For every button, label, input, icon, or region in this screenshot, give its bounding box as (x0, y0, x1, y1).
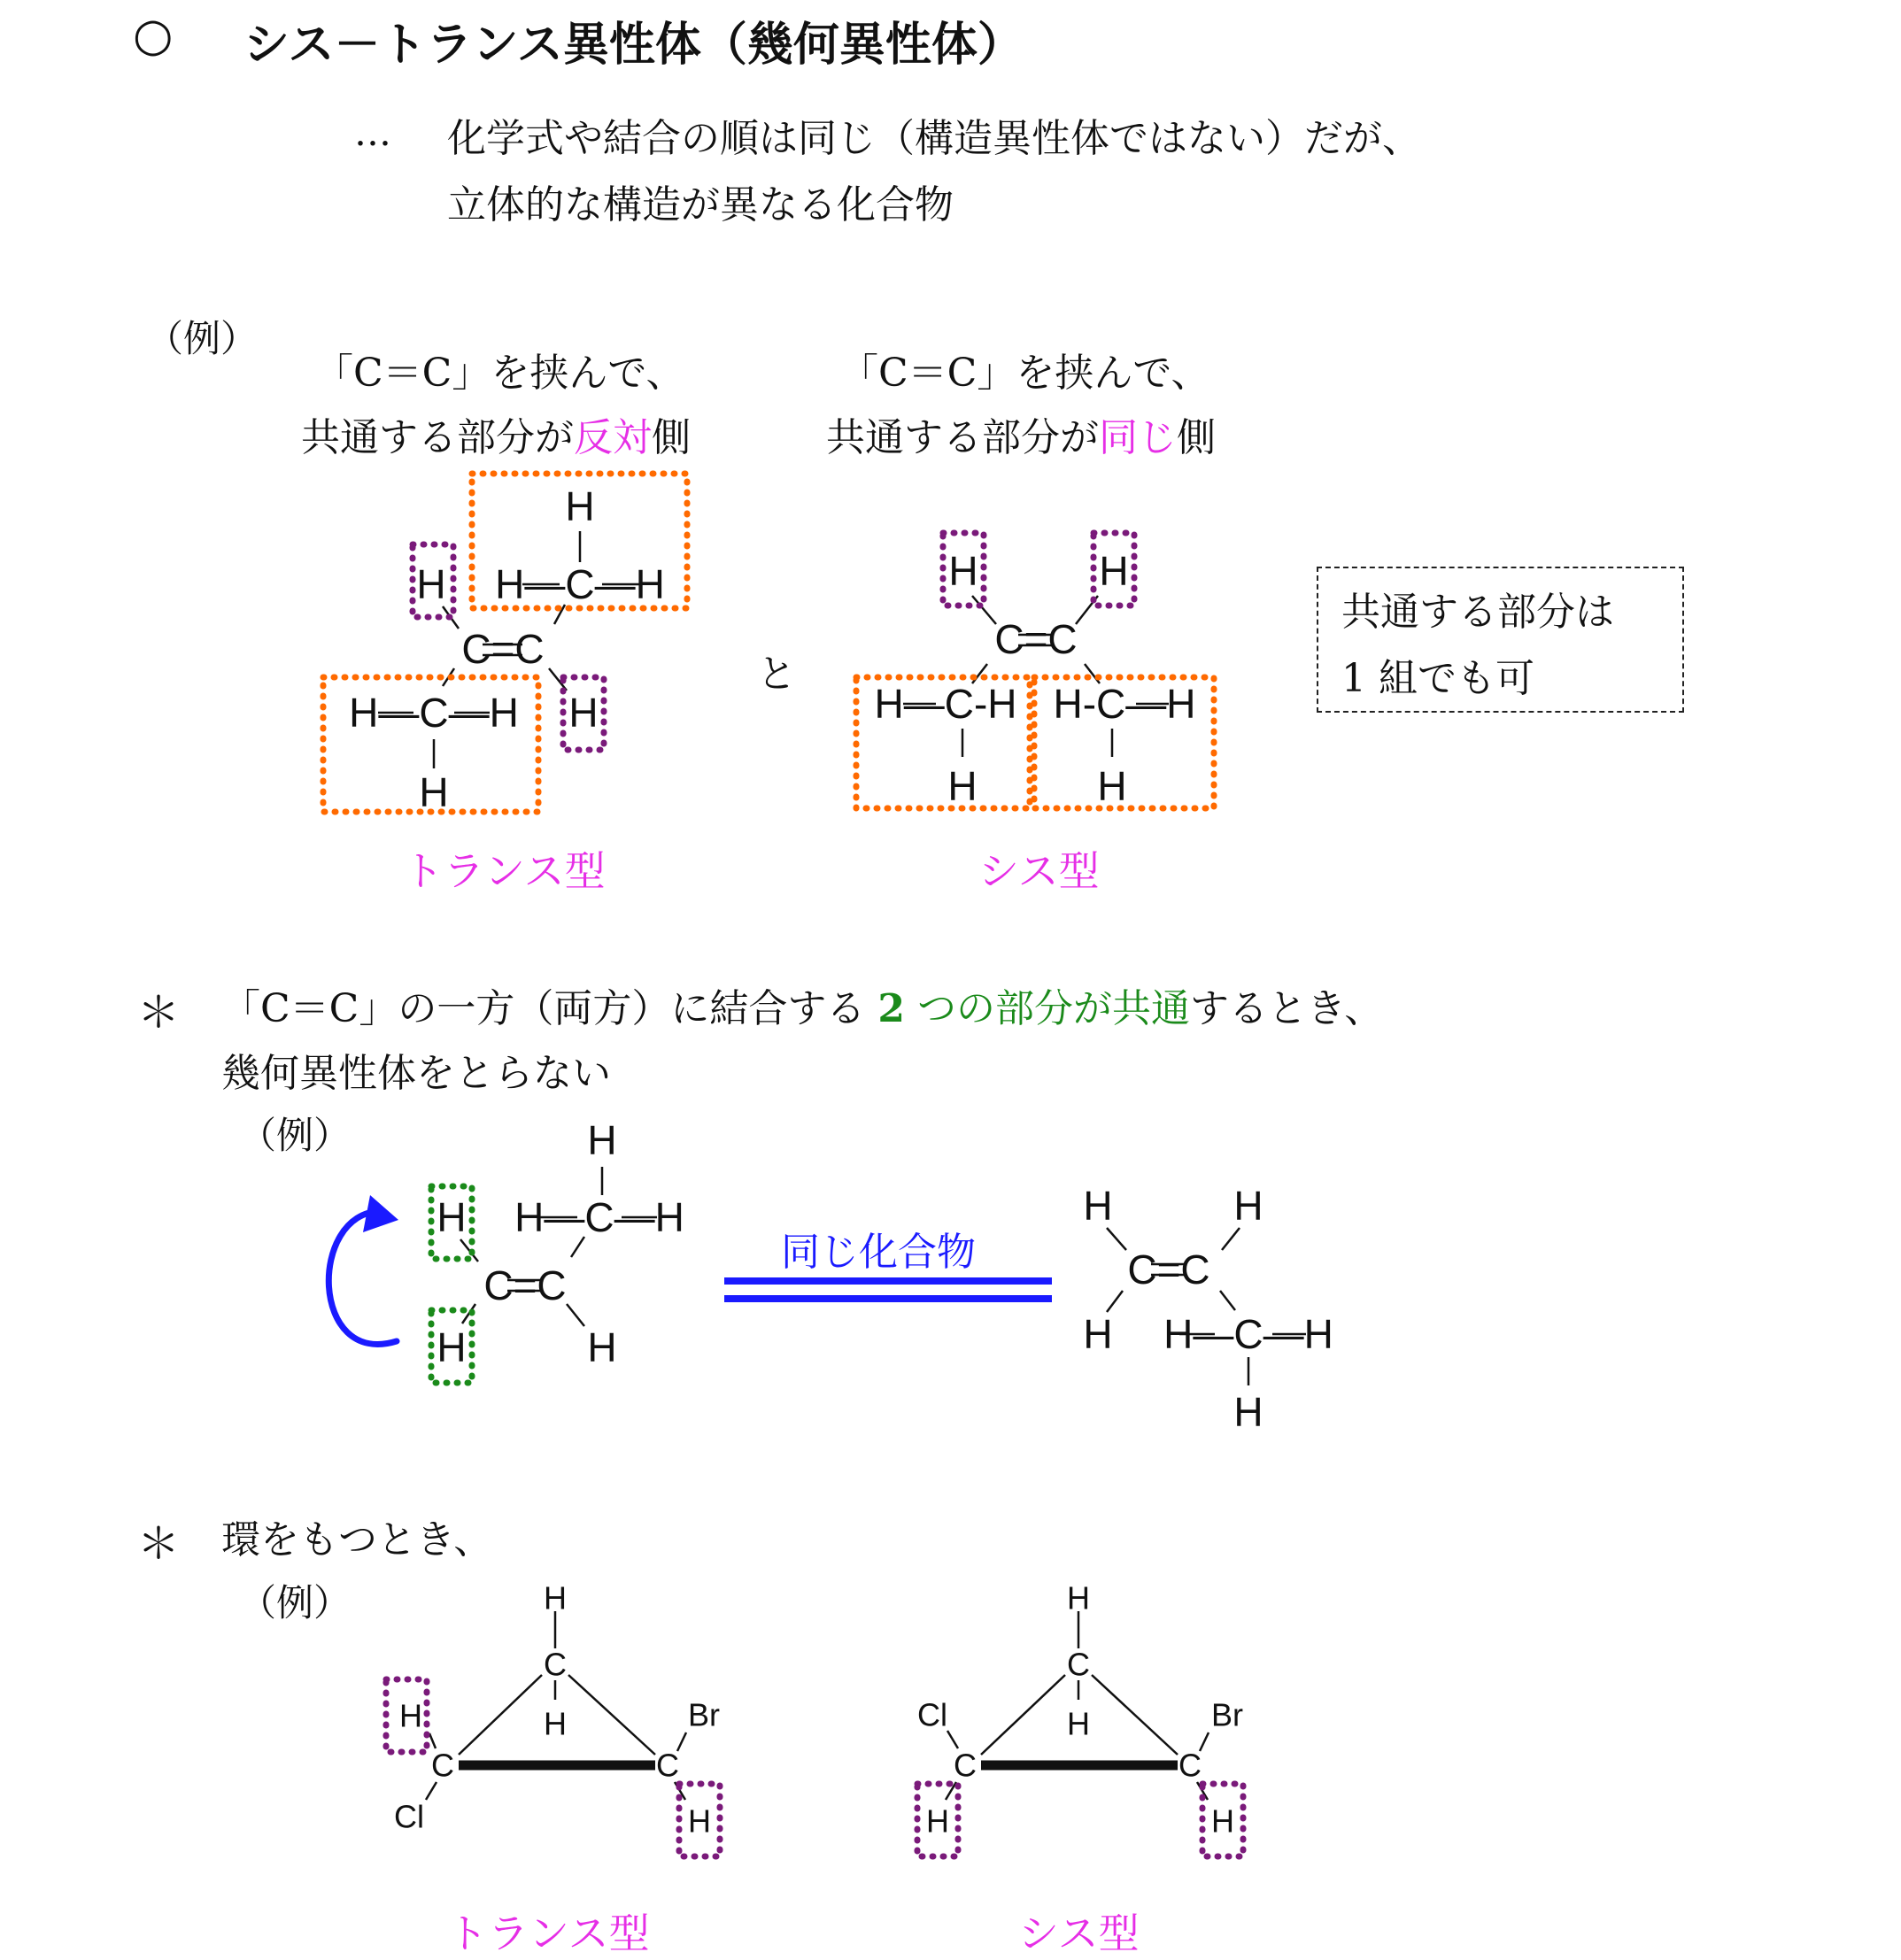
atom-h: H (1083, 1311, 1113, 1357)
rule-1-num: 2 (877, 986, 905, 1031)
note-line-2: 1 組でも可 (1341, 656, 1534, 701)
atom-h: H (1211, 1802, 1234, 1840)
rule-2-bullet: ＊ (137, 1519, 181, 1569)
trans-caption-line-1: 「C＝C」を挟んで、 (314, 351, 685, 396)
cis-name-2: シス型 (1018, 1910, 1140, 1957)
atom-c: C (1178, 1747, 1202, 1784)
atom-h: H (419, 769, 449, 815)
cis-caption-highlight: 同じ (1099, 415, 1177, 460)
atom-cl: Cl (394, 1798, 424, 1835)
rule-1-post: するとき、 (1189, 986, 1384, 1031)
rule-1-pre: 「C＝C」の一方（両方）に結合する (221, 986, 866, 1031)
atom-cc: C=C (1127, 1246, 1210, 1293)
atom-hch: H—C—H (514, 1194, 684, 1240)
bond (947, 1731, 958, 1748)
connector-to: と (757, 652, 796, 697)
atom-hch: H—C—H (495, 561, 665, 607)
atom-hch: H—C-H (874, 681, 1017, 727)
rule-2-line-1: 環をもつとき、 (221, 1517, 493, 1563)
atom-cl: Cl (917, 1696, 947, 1733)
atom-hch: H—C—H (1163, 1311, 1333, 1357)
atom-h: H (1097, 763, 1127, 809)
atom-h: H (568, 690, 599, 736)
rule-1-highlight: つの部分が共通 (916, 986, 1190, 1031)
ring-bond (568, 1675, 655, 1755)
title-bullet: ○ (133, 9, 174, 62)
cis-name-1: シス型 (978, 847, 1100, 895)
atom-c: C (544, 1646, 567, 1683)
rule-1-bullet: ＊ (137, 988, 181, 1038)
atom-h: H (947, 763, 978, 809)
note-line-1: 共通する部分は (1341, 590, 1614, 635)
bond (567, 1304, 584, 1326)
bond (1220, 1291, 1235, 1310)
bond (429, 1733, 436, 1748)
definition-line-2: 立体的な構造が異なる化合物 (447, 182, 954, 228)
atom-h: H (688, 1802, 711, 1840)
atom-cc: C=C (994, 616, 1078, 662)
atom-cc: C=C (483, 1262, 567, 1308)
page-title: シス－トランス異性体（幾何異性体） (243, 18, 1024, 72)
atom-c: C (431, 1747, 454, 1784)
atom-h: H (1067, 1579, 1090, 1617)
atom-h: H (437, 1324, 467, 1370)
trans-caption-highlight: 反対 (574, 415, 652, 460)
same-compound-label: 同じ化合物 (781, 1230, 976, 1275)
definition-line-1: 化学式や結合の順は同じ（構造異性体ではない）だが、 (447, 116, 1421, 161)
ring-bond (981, 1675, 1065, 1755)
bond (1107, 1291, 1123, 1312)
cis-caption-pre: 共通する部分が (826, 415, 1099, 460)
atom-h: H (1099, 548, 1129, 594)
bond (426, 1782, 437, 1800)
atom-h: H (544, 1705, 567, 1742)
cis-caption-post: 側 (1177, 415, 1216, 460)
atom-h: H (1233, 1389, 1263, 1435)
atom-h: H (399, 1697, 422, 1734)
atom-h: H (587, 1117, 617, 1163)
atom-br: Br (688, 1696, 720, 1733)
atom-cc: C=C (461, 626, 545, 672)
atom-c: C (1067, 1646, 1090, 1683)
bond (1107, 1228, 1126, 1250)
atom-h: H (565, 483, 595, 529)
atom-h: H (1067, 1705, 1090, 1742)
atom-c: C (656, 1747, 679, 1784)
atom-hch: H—C—H (349, 690, 519, 736)
rotation-arrow (328, 1211, 397, 1344)
atom-h: H (544, 1579, 567, 1617)
rule-1-example-label: （例） (239, 1114, 352, 1157)
definition-ellipsis: … (354, 111, 391, 154)
atom-h: H (948, 548, 978, 594)
ring-bond (459, 1675, 542, 1755)
arrow-head-icon (363, 1195, 398, 1232)
bond (1222, 1228, 1240, 1250)
example-1-label: （例） (146, 317, 259, 360)
trans-caption-post: 側 (652, 415, 691, 460)
atom-hch: H-C—H (1053, 681, 1196, 727)
ring-bond (1092, 1675, 1178, 1755)
atom-c: C (954, 1747, 977, 1784)
atom-h: H (926, 1802, 949, 1840)
rule-1-line-2: 幾何異性体をとらない (221, 1051, 611, 1096)
rule-2-example-label: （例） (239, 1581, 352, 1624)
atom-h: H (437, 1194, 467, 1240)
atom-h: H (416, 561, 446, 607)
trans-caption-pre: 共通する部分が (301, 415, 574, 460)
atom-h: H (1083, 1183, 1113, 1229)
atom-h: H (1233, 1183, 1263, 1229)
trans-name-2: トランス型 (447, 1910, 650, 1957)
cis-caption-line-1: 「C＝C」を挟んで、 (839, 351, 1210, 396)
atom-h: H (587, 1324, 617, 1370)
trans-name-1: トランス型 (403, 847, 606, 895)
atom-br: Br (1211, 1696, 1243, 1733)
